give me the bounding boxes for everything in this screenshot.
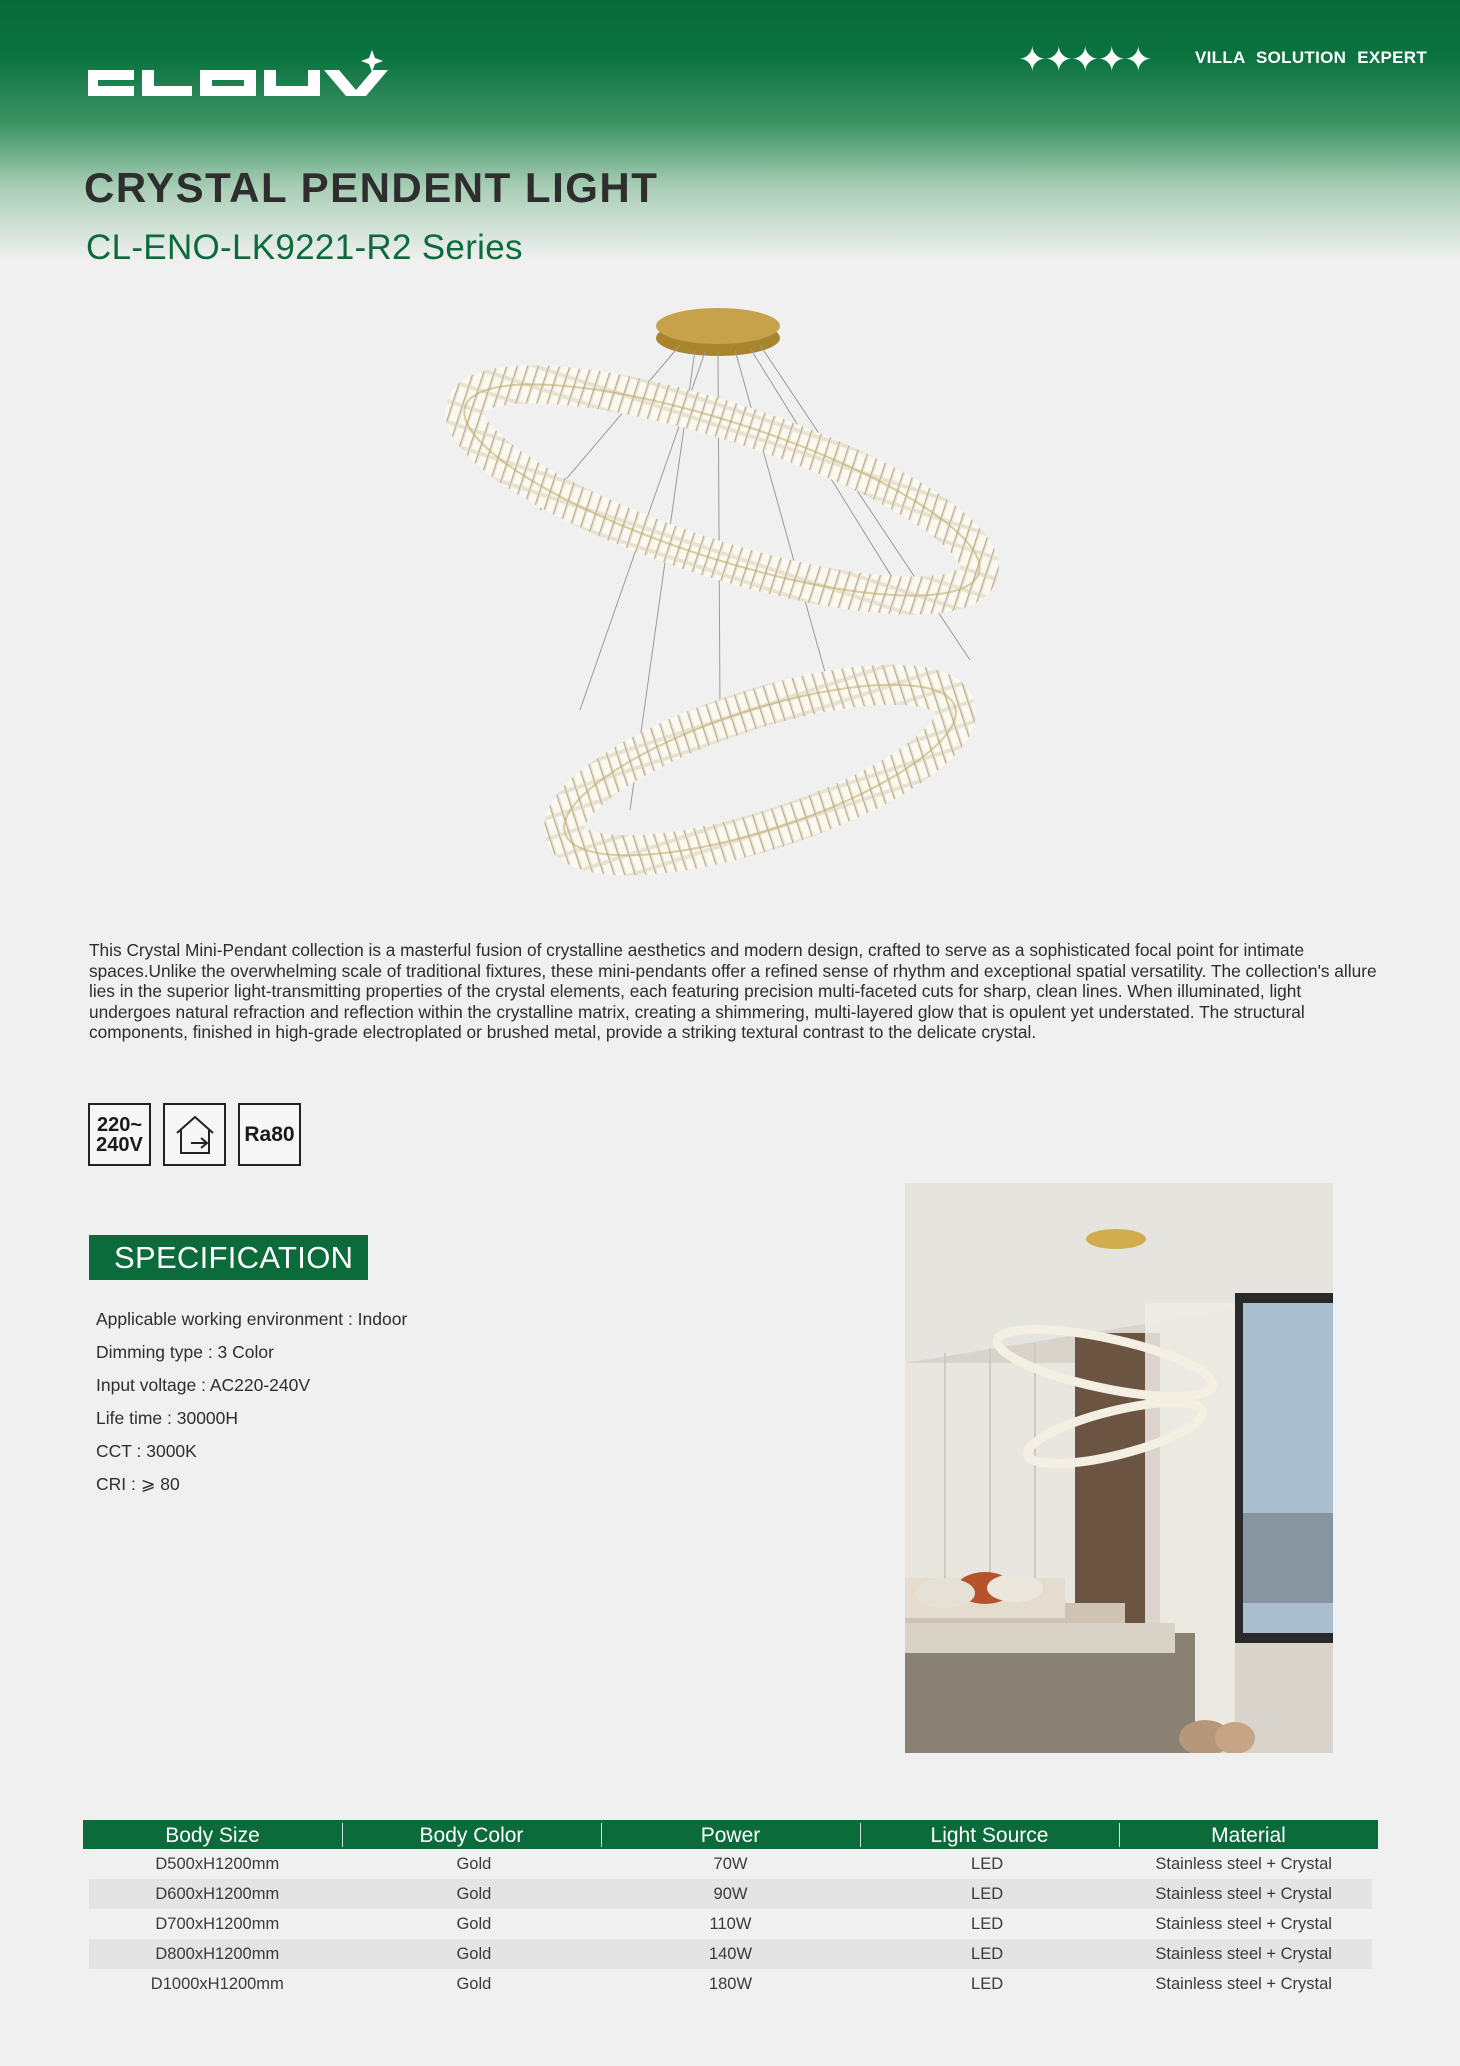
lower-crystal-ring bbox=[546, 650, 973, 890]
table-row bbox=[89, 1849, 1372, 1879]
upper-crystal-ring bbox=[444, 342, 1000, 638]
table-cell: LED bbox=[971, 1945, 1004, 1963]
table-row bbox=[89, 1909, 1372, 1939]
table-cell: 70W bbox=[713, 1855, 748, 1873]
logo-star bbox=[361, 50, 383, 72]
voltage-badge bbox=[88, 1103, 151, 1166]
table-cell: Stainless steel + Crystal bbox=[1155, 1945, 1332, 1963]
column-header-power: Power bbox=[601, 1820, 860, 1849]
spec-item-lifetime: Life time : 30000H bbox=[96, 1408, 239, 1428]
spec-item-dimming: Dimming type : 3 Color bbox=[96, 1342, 274, 1362]
column-header-material: Material bbox=[1119, 1820, 1378, 1849]
logo-letter-l-base bbox=[142, 86, 192, 96]
table-cell: 90W bbox=[713, 1885, 748, 1903]
bedroom-scene-image bbox=[905, 1183, 1333, 1753]
table-header-row bbox=[83, 1820, 1378, 1849]
table-cell: 180W bbox=[708, 1975, 753, 1993]
logo-letter-c bbox=[88, 70, 134, 96]
table-cell: 110W bbox=[709, 1915, 752, 1933]
table-cell: LED bbox=[971, 1855, 1004, 1873]
table-cell: Stainless steel + Crystal bbox=[1155, 1855, 1332, 1873]
table-cell: D500xH1200mm bbox=[155, 1855, 280, 1873]
table-cell: Gold bbox=[456, 1885, 492, 1903]
header-band bbox=[0, 0, 1460, 260]
table-cell: LED bbox=[971, 1885, 1004, 1903]
cloux-logo bbox=[84, 40, 444, 110]
table-cell: D700xH1200mm bbox=[155, 1915, 280, 1933]
indoor-badge bbox=[163, 1103, 226, 1166]
column-header-body-size: Body Size bbox=[165, 1824, 260, 1847]
table-cell: D600xH1200mm bbox=[155, 1885, 280, 1903]
indoor-house-icon bbox=[171, 1113, 219, 1157]
brand-tagline: VILLA SOLUTION EXPERT bbox=[1195, 48, 1428, 67]
logo-letter-u bbox=[264, 70, 320, 96]
table-cell: D1000xH1200mm bbox=[150, 1975, 284, 1993]
canopy-top bbox=[656, 308, 780, 344]
table-cell: Gold bbox=[456, 1975, 492, 1993]
specification-heading: SPECIFICATION bbox=[89, 1235, 368, 1280]
spec-item-environment: Applicable working environment : Indoor bbox=[96, 1309, 408, 1329]
rating-stars: ✦✦✦✦✦ bbox=[1018, 40, 1151, 80]
table-cell: Stainless steel + Crystal bbox=[1155, 1915, 1332, 1933]
logo-letter-o bbox=[200, 70, 256, 96]
table-cell: LED bbox=[971, 1915, 1004, 1933]
table-cell: D800xH1200mm bbox=[155, 1945, 280, 1963]
table-row bbox=[89, 1879, 1372, 1909]
specification-list bbox=[96, 1303, 407, 1501]
table-cell: Gold bbox=[456, 1945, 492, 1963]
page-title: CRYSTAL PENDENT LIGHT bbox=[84, 164, 659, 211]
table-cell: Stainless steel + Crystal bbox=[1155, 1975, 1332, 1993]
spec-item-cri: CRI : ⩾ 80 bbox=[96, 1474, 180, 1494]
table-row bbox=[89, 1939, 1372, 1969]
table-cell: Stainless steel + Crystal bbox=[1155, 1885, 1332, 1903]
spec-item-cct: CCT : 3000K bbox=[96, 1441, 197, 1461]
cri-badge: Ra80 bbox=[238, 1103, 301, 1166]
voltage-badge-line1: 220~ bbox=[96, 1113, 143, 1136]
table-cell: 140W bbox=[708, 1945, 753, 1963]
table-cell: LED bbox=[971, 1975, 1004, 1993]
spec-table bbox=[83, 1820, 1378, 1999]
voltage-badge-line2: 240V bbox=[96, 1133, 143, 1156]
product-series: CL-ENO-LK9221-R2 Series bbox=[86, 228, 523, 267]
logo-letter-x-b bbox=[351, 70, 388, 96]
table-row bbox=[89, 1969, 1372, 1999]
pendant-light-image bbox=[430, 290, 1030, 890]
spec-item-voltage: Input voltage : AC220-240V bbox=[96, 1375, 311, 1395]
table-cell: Gold bbox=[456, 1915, 492, 1933]
table-body bbox=[83, 1849, 1378, 1999]
column-header-light-source: Light Source bbox=[860, 1820, 1119, 1849]
table-cell: Gold bbox=[456, 1855, 492, 1873]
product-description: This Crystal Mini-Pendant collection is a masterful fusion of crystalline aesthetics and modern design, crafted to serve as a sophisticated focal point for intimate spaces.Unlike the overwhelming scale of traditional fixtures, these mini-pendants offer a refined sense of rhythm and exceptional spatial versatility. The collection's allure lies in the superior light-transmitting properties of the crystal elements, each featuring precision multi-faceted cuts for sharp, clean lines. When illuminated, light undergoes natural refraction and reflection within the crystalline matrix, creating a shimmering, multi-layered glow that is opulent yet understated. The structural components, finished in high-grade electroplated or brushed metal, provide a striking textural contrast to the delicate crystal. bbox=[89, 940, 1377, 1043]
column-header-body-color: Body Color bbox=[342, 1820, 601, 1849]
